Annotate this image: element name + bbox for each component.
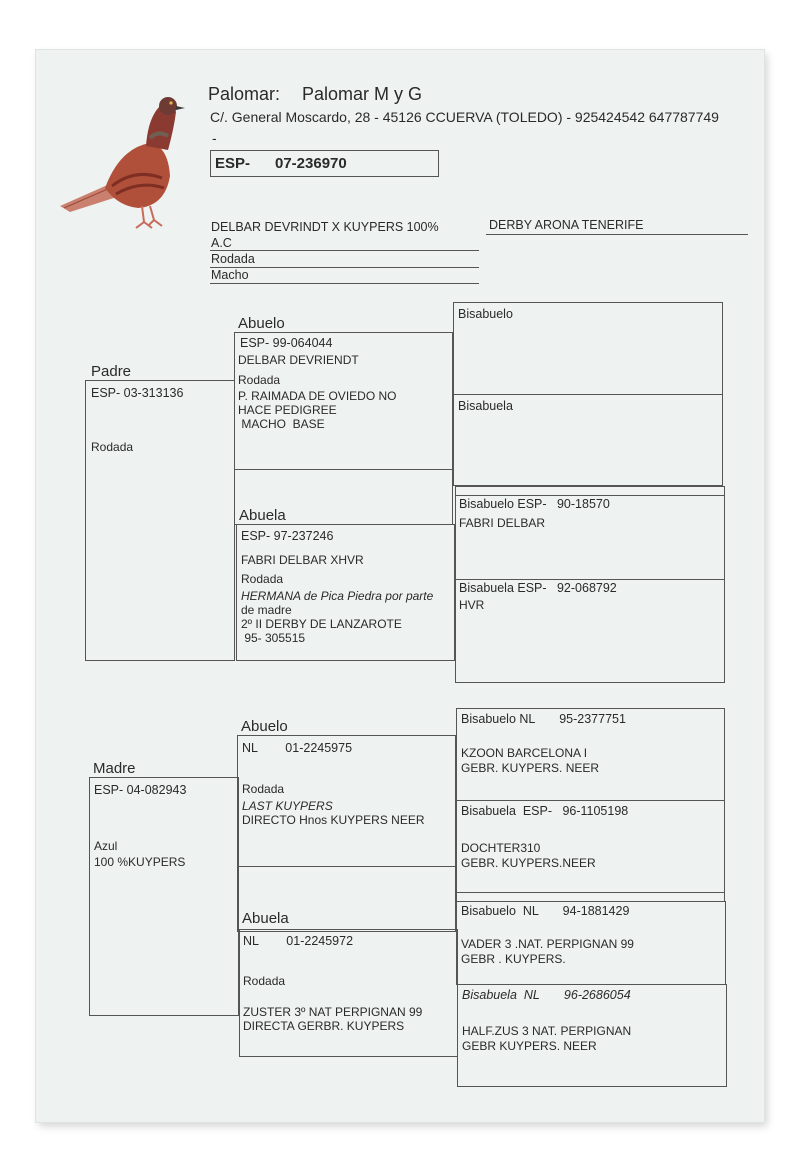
padre-bisabuelo-2-title: Bisabuelo ESP- 90-18570 [459, 497, 610, 511]
madre-abuela-title: Abuela [242, 910, 289, 927]
padre-title: Padre [91, 363, 132, 380]
padre-bisabuela-1-box [453, 394, 723, 486]
padre-bisabuelo-2-box [455, 495, 725, 580]
madre-bisabuelo-2-detail-1: VADER 3 .NAT. PERPIGNAN 99 [461, 937, 634, 951]
padre-abuela-color: Rodada [241, 572, 284, 586]
padre-bisabuelo-1-box [453, 302, 723, 395]
padre-abuela-note-3: 2º II DERBY DE LANZAROTE [241, 617, 402, 631]
rule-2 [210, 267, 479, 268]
madre-bisabuela-2-box [457, 984, 727, 1087]
padre-box [85, 380, 235, 661]
padre-bisabuelo-1-title: Bisabuelo [458, 307, 513, 321]
padre-abuela-ring: ESP- 97-237246 [241, 529, 334, 543]
padre-abuela-note-2: de madre [241, 603, 292, 617]
bird-event: DERBY ARONA TENERIFE [489, 218, 644, 232]
rule-1 [210, 250, 479, 251]
bird-sex: Macho [211, 268, 249, 282]
address: C/. General Moscardo, 28 - 45126 CCUERVA (TOLEDO) - 925424542 647787749 [210, 109, 719, 125]
padre-abuelo-title: Abuelo [238, 315, 285, 332]
padre-abuelo-box [234, 332, 453, 470]
bird-ring-number: 07-236970 [275, 155, 347, 172]
madre-ring: ESP- 04-082943 [94, 783, 187, 797]
madre-abuela-box [239, 929, 458, 1057]
padre-abuelo-note-2: HACE PEDIGREE [238, 403, 337, 417]
padre-abuela-title: Abuela [239, 507, 286, 524]
padre-bisabuela-2-detail: HVR [459, 598, 485, 612]
madre-abuela-note-2: DIRECTA GERBR. KUYPERS [243, 1019, 405, 1033]
madre-abuelo-box [237, 735, 456, 867]
madre-bisabuelo-2-detail-2: GEBR . KUYPERS. [461, 952, 566, 966]
padre-bisabuelo-2-detail: FABRI DELBAR [459, 516, 546, 530]
madre-abuela-ring: NL 01-2245972 [243, 934, 354, 948]
madre-abuelo-color: Rodada [242, 782, 285, 796]
madre-bisabuela-1-title: Bisabuela ESP- 96-1105198 [461, 804, 629, 818]
bird-breeding-cont: A.C [211, 236, 232, 250]
bird-color: Rodada [211, 252, 255, 266]
event-rule [486, 234, 748, 235]
palomar-name: Palomar M y G [302, 84, 423, 104]
madre-bisabuela-1-detail-1: DOCHTER310 [461, 841, 541, 855]
padre-abuelo-ring: ESP- 99-064044 [240, 336, 333, 350]
madre-bisabuelo-1-box [456, 708, 725, 801]
madre-abuela-color: Rodada [243, 974, 286, 988]
madre-bisabuelo-1-title: Bisabuelo NL 95-2377751 [461, 712, 626, 726]
bird-ring-box [210, 150, 439, 177]
padre-color: Rodada [91, 440, 134, 454]
padre-abuelo-color: Rodada [238, 373, 281, 387]
padre-abuelo-note-1: P. RAIMADA DE OVIEDO NO [238, 389, 397, 403]
dash-mark: - [212, 130, 217, 146]
padre-bisabuela-1-title: Bisabuela [458, 399, 513, 413]
rule-3 [210, 283, 479, 284]
madre-bisabuela-2-title: Bisabuela NL 96-2686054 [462, 988, 631, 1002]
madre-bisabuelo-1-detail-2: GEBR. KUYPERS. NEER [461, 761, 600, 775]
padre-abuela-name: FABRI DELBAR XHVR [241, 553, 364, 567]
madre-abuelo-title: Abuelo [241, 718, 288, 735]
bird-breeding: DELBAR DEVRINDT X KUYPERS 100% [211, 220, 439, 234]
padre-abuela-note-4: 95- 305515 [241, 631, 306, 645]
pedigree-sheet [36, 50, 764, 1122]
madre-bisabuela-1-box [456, 800, 725, 893]
padre-abuelo-note-3: MACHO BASE [238, 417, 325, 431]
madre-bisabuelo-2-title: Bisabuelo NL 94-1881429 [461, 904, 630, 918]
padre-abuela-note-1: HERMANA de Pica Piedra por parte [241, 589, 434, 603]
madre-abuela-note-1: ZUSTER 3º NAT PERPIGNAN 99 [243, 1005, 423, 1019]
padre-abuelo-name: DELBAR DEVRIENDT [238, 353, 359, 367]
padre-abuela-box [236, 524, 455, 661]
madre-abuelo-note-2: DIRECTO Hnos KUYPERS NEER [242, 813, 425, 827]
madre-bisabuelo-2-box [456, 901, 726, 985]
madre-bisabuela-2-detail-2: GEBR KUYPERS. NEER [462, 1039, 597, 1053]
padre-bisabuela-2-box [455, 579, 725, 683]
madre-abuelo-note-1: LAST KUYPERS [242, 799, 333, 813]
madre-bisabuela-1-detail-2: GEBR. KUYPERS.NEER [461, 856, 596, 870]
padre-ring: ESP- 03-313136 [91, 386, 184, 400]
madre-notes: 100 %KUYPERS [94, 855, 186, 869]
pigeon-logo-icon [50, 88, 190, 238]
madre-bisabuelo-1-detail-1: KZOON BARCELONA I [461, 746, 588, 760]
madre-box [89, 777, 239, 1016]
madre-color: Azul [94, 839, 118, 853]
palomar-label: Palomar: [208, 84, 281, 104]
padre-bisabuela-2-title: Bisabuela ESP- 92-068792 [459, 581, 617, 595]
madre-abuelo-ring: NL 01-2245975 [242, 741, 353, 755]
madre-bisabuela-2-detail-1: HALF.ZUS 3 NAT. PERPIGNAN [462, 1024, 632, 1038]
madre-title: Madre [93, 760, 136, 777]
bird-ring-prefix: ESP- [215, 155, 251, 172]
